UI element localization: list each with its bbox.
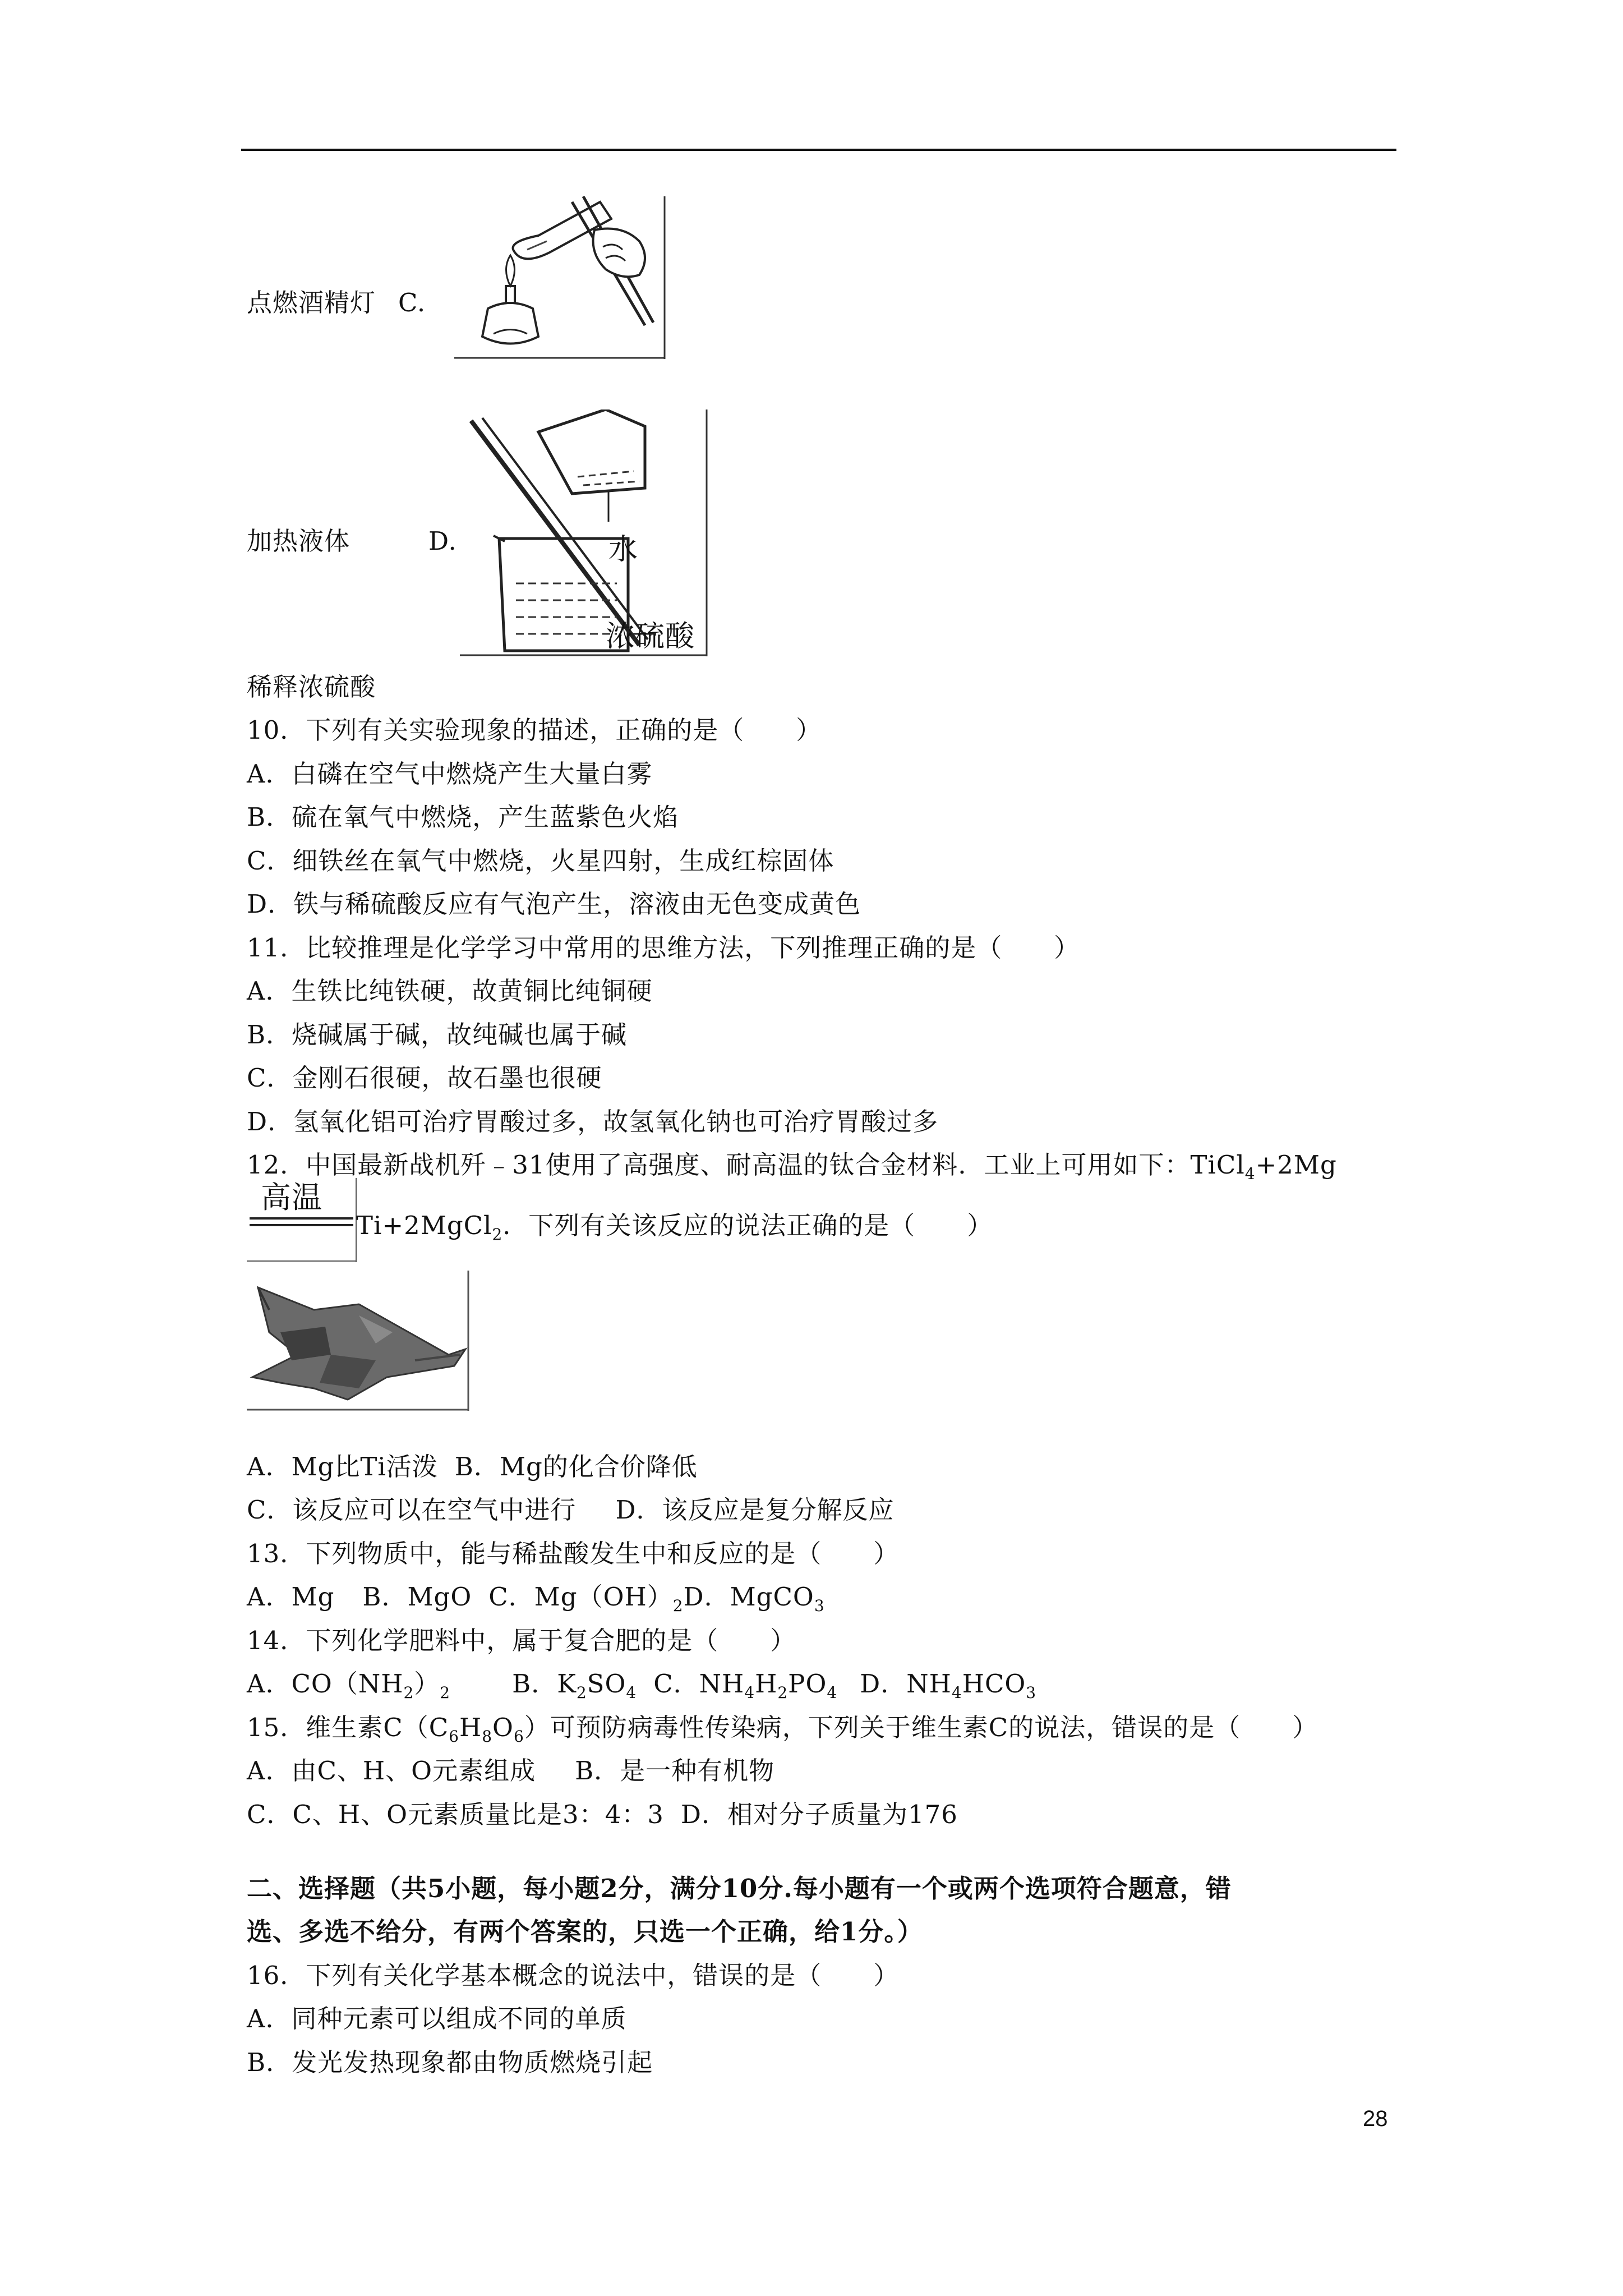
q14-option-c-mid2: PO [788,1669,827,1699]
q11-option-a: A．生铁比纯铁硬，故黄铜比纯铜硬 [247,976,653,1006]
q15-option-c: C．C、H、O元素质量比是3：4：3 [247,1800,664,1829]
q16-stem: 16．下列有关化学基本概念的说法中，错误的是（ ） [247,1961,900,1990]
q15-options-row1 [247,1754,774,1788]
q10-option-b: B．硫在氧气中燃烧，产生蓝紫色火焰 [247,802,679,832]
q14-option-b-sub2: 4 [626,1683,637,1702]
q13-option-d: D．MgCO [683,1582,814,1612]
q13-option-d-subscript: 3 [814,1596,825,1615]
q12-options-row1 [247,1450,698,1484]
acid-label: 浓硫酸 [606,620,695,654]
q12-product-text: Ti+2MgCl [356,1211,492,1240]
q14-option-c-sub3: 4 [827,1683,838,1702]
q16-option-b: B．发光发热现象都由物质燃烧引起 [247,2047,653,2077]
dilute-acid-figure [460,409,718,656]
section2-heading-line1: 二、选择题（共5小题，每小题2分，满分10分.每小题有一个或两个选项符合题意，错 [247,1874,1232,1903]
q14-option-b-mid: SO [587,1669,626,1699]
q11-stem: 11．比较推理是化学学习中常用的思维方法，下列推理正确的是（ ） [247,933,1080,963]
q14-option-d-sub1: 4 [951,1683,962,1702]
q14-option-b: B．K [512,1669,577,1699]
q14-stem: 14．下列化学肥料中，属于复合肥的是（ ） [247,1626,796,1655]
q15-mid1: H [459,1713,482,1742]
q14-option-c: C．NH [653,1669,745,1699]
q14-option-a-sub1: 2 [403,1683,414,1702]
q14-option-a-mid: ） [414,1669,440,1699]
q14-option-d: D．NH [860,1669,952,1699]
q15-option-a: A．由C、H、O元素组成 [247,1756,536,1786]
q15-sub2: 8 [482,1727,493,1746]
q14-option-c-mid1: H [755,1669,778,1699]
q12-option-d: D．该反应是复分解反应 [615,1495,895,1525]
q11-option-c: C．金刚石很硬，故石墨也很硬 [247,1063,602,1093]
reaction-condition-label: 高温 [261,1180,322,1215]
q14-option-d-sub2: 3 [1026,1683,1037,1702]
q9-b-caption: 点燃酒精灯 [247,288,376,318]
q15-mid2: O [492,1713,514,1742]
q9-option-d-row [247,524,457,558]
water-label: 水 [608,533,639,567]
q12-option-a: A．Mg比Ti活泼 [247,1452,438,1481]
q11-option-b: B．烧碱属于碱，故纯碱也属于碱 [247,1020,628,1050]
q14-option-d-mid: HCO [962,1669,1026,1699]
header-rule [241,149,1396,151]
q12-options-row2 [247,1493,895,1527]
q15-stem-start: 15．维生素C（C [247,1713,449,1742]
q14-option-a-sub2: 2 [440,1683,451,1702]
q12-stem-text: 12．中国最新战机歼﹣31使用了高强度、耐高温的钛合金材料．工业上可用如下：TiCl [247,1150,1245,1180]
page-number: 28 [1363,2106,1388,2131]
q16-option-a: A．同种元素可以组成不同的单质 [247,2004,627,2033]
q12-question-text: ．下列有关该反应的说法正确的是（ ） [502,1211,993,1240]
q14-option-c-sub1: 4 [744,1683,755,1702]
heating-liquid-figure [454,196,667,359]
q15-stem [247,1711,1318,1745]
q14-options [247,1667,1036,1701]
q13-option-b: B．MgO [362,1582,472,1612]
q12-stem-tail: +2Mg [1255,1150,1337,1180]
q15-sub1: 6 [449,1727,459,1746]
q12-option-b: B．Mg的化合价降低 [454,1452,698,1481]
q10-option-d: D．铁与稀硫酸反应有气泡产生，溶液由无色变成黄色 [247,889,861,919]
q13-option-a: A．Mg [247,1582,335,1612]
q10-option-c: C．细铁丝在氧气中燃烧，火星四射，生成红棕固体 [247,846,834,876]
q12-mgcl-subscript: 2 [492,1225,503,1244]
q14-option-b-sub1: 2 [576,1683,587,1702]
q13-stem: 13．下列物质中，能与稀盐酸发生中和反应的是（ ） [247,1539,900,1568]
q12-option-c: C．该反应可以在空气中进行 [247,1495,577,1525]
q9-c-caption: 加热液体 [247,526,351,556]
q10-stem: 10．下列有关实验现象的描述，正确的是（ ） [247,715,822,745]
q14-option-c-sub2: 2 [777,1683,789,1702]
q12-stem-line2 [356,1209,993,1243]
q15-options-row2 [247,1798,958,1832]
q12-stem-line1 [247,1148,1337,1182]
q15-option-d: D．相对分子质量为176 [680,1800,958,1829]
q9-c-letter: C. [398,288,426,318]
q12-ticl-subscript: 4 [1244,1165,1256,1183]
q15-option-b: B．是一种有机物 [575,1756,775,1786]
q9-option-c-row [247,286,426,320]
q15-stem-end: ）可预防病毒性传染病，下列关于维生素C的说法，错误的是（ ） [524,1713,1318,1742]
q10-option-a: A．白磷在空气中燃烧产生大量白雾 [247,759,653,789]
q15-sub3: 6 [513,1727,524,1746]
q14-option-a: A．CO（NH [247,1669,404,1699]
q9-d-caption: 稀释浓硫酸 [247,672,376,702]
q11-option-d: D．氢氧化铝可治疗胃酸过多，故氢氧化钠也可治疗胃酸过多 [247,1107,939,1137]
q13-option-c: C．Mg（OH） [488,1582,673,1612]
fighter-jet-image [247,1271,471,1411]
section2-heading-line2: 选、多选不给分，有两个答案的，只选一个正确，给1分。） [247,1917,923,1947]
q9-d-letter: D. [428,526,457,556]
q13-option-c-subscript: 2 [672,1596,684,1615]
q13-options [247,1580,825,1614]
